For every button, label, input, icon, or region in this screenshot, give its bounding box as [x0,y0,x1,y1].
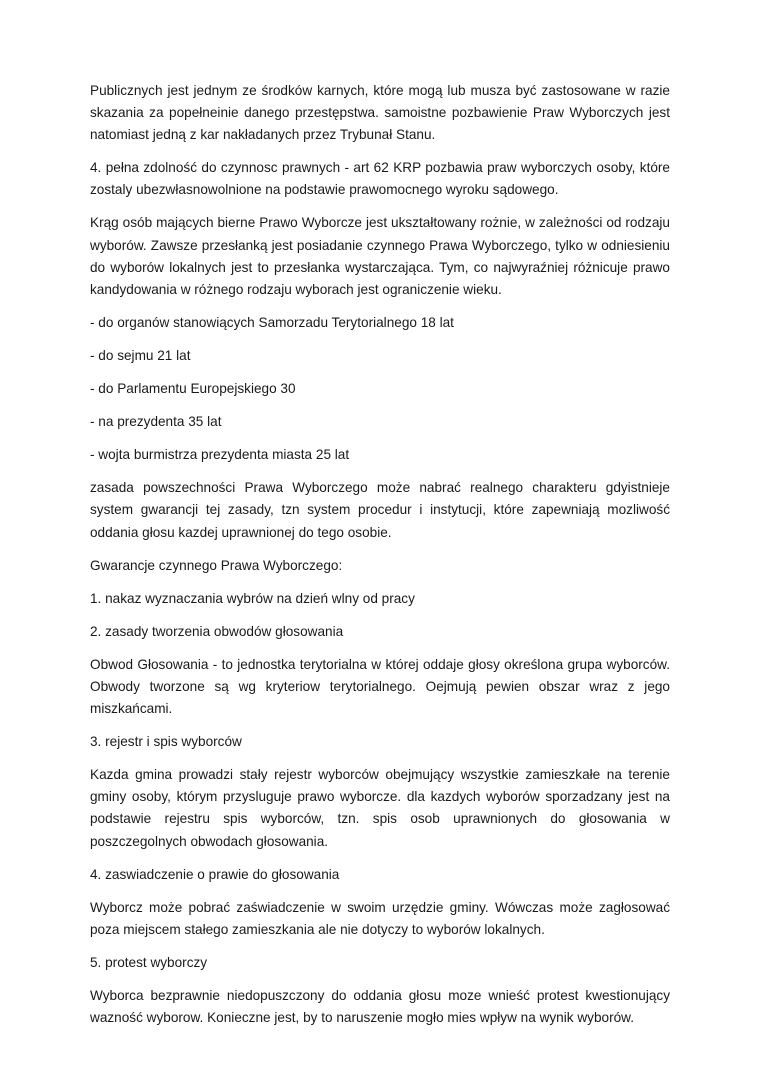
paragraph-full-legal-capacity: 4. pełna zdolność do czynnosc prawnych - art 62 KRP pozbawia praw wyborczych osoby, które zostaly ubezwłasnowolnione na podstawie prawomocnego wyroku sądowego. [90,160,670,198]
paragraph-voting-district-definition: Obwod Głosowania - to jednostka terytorialna w której oddaje głosy określona grupa wyborców. Obwody tworzone są wg kryteriow terytorialnego. Oejmują pewien obszar wraz z jego miszkańcami. [90,656,670,717]
list-item-age-mayor: - wojta burmistrza prezydenta miasta 25 lat [90,447,350,463]
heading-guarantees: Gwarancje czynnego Prawa Wyborczego: [90,557,343,573]
paragraph-deprivation-public-rights: Publicznych jest jednym ze środków karnych, które mogą lub musza być zastosowane w razie skazania za popełneinie danego przestępstwa. samoistne pozbawienie Praw Wyborczych jest natomiast jedną z kar nakładanych przez Trybunał Stanu. [90,83,670,143]
list-item-voting-certificate: 4. zaswiadczenie o prawie do głosowania [90,866,340,882]
list-item-election-day-off-work: 1. nakaz wyznaczania wybrów na dzień wlny od pracy [90,590,415,606]
list-item-age-local-councils: - do organów stanowiących Samorzadu Terytorialnego 18 lat [90,314,454,330]
list-item-electoral-protest: 5. protest wyborczy [90,954,208,970]
paragraph-certificate-details: Wyborcz może pobrać zaświadczenie w swoim urzędzie gminy. Wówczas może zagłosować poza miejscem stałego zamieszkania ale nie dotyczy to wyborów lokalnych. [90,899,670,937]
list-item-age-sejm: - do sejmu 21 lat [90,347,191,363]
paragraph-passive-electoral-right: Krąg osób mających bierne Prawo Wyborcze jest ukształtowany rożnie, w zależności od rodzaju wyborów. Zawsze przesłanką jest posiadanie czynnego Prawa Wyborczego, tylko w odniesieniu do wyborów lokalnych jest to przesłanka wystarczająca. Tym, co najwyraźniej różnicuje prawo kandydowania w różnego rodzaju wyborach jest ograniczenie wieku. [90,215,670,297]
list-item-age-president: - na prezydenta 35 lat [90,414,222,430]
paragraph-register-details: Kazda gmina prowadzi stały rejestr wyborców obejmujący wszystkie zamieszkałe na terenie gminy osoby, którym przysluguje prawo wyborcze. dla kazdych wyborów sporzadzany jest na podstawie rejestru spis wyborców, tzn. spis osob uprawnionych do głosowania w poszczegolnych obwodach głosowania. [90,767,670,849]
paragraph-protest-details: Wyborca bezprawnie niedopuszczony do oddania głosu moze wnieść protest kwestionujący wazność wyborow. Konieczne jest, by to naruszenie mogło mies wpływ na wynik wyborów. [90,988,670,1026]
list-item-register-of-voters: 3. rejestr i spis wyborców [90,734,242,750]
list-item-voting-districts-rules: 2. zasady tworzenia obwodów głosowania [90,623,344,639]
list-item-age-european-parliament: - do Parlamentu Europejskiego 30 [90,381,296,397]
paragraph-universality-principle: zasada powszechności Prawa Wyborczego może nabrać realnego charakteru gdyistnieje system gwarancji tej zasady, tzn system procedur i instytucji, które zapewniają mozliwość oddania głosu kazdej uprawnionej do tego osobie. [90,480,670,540]
